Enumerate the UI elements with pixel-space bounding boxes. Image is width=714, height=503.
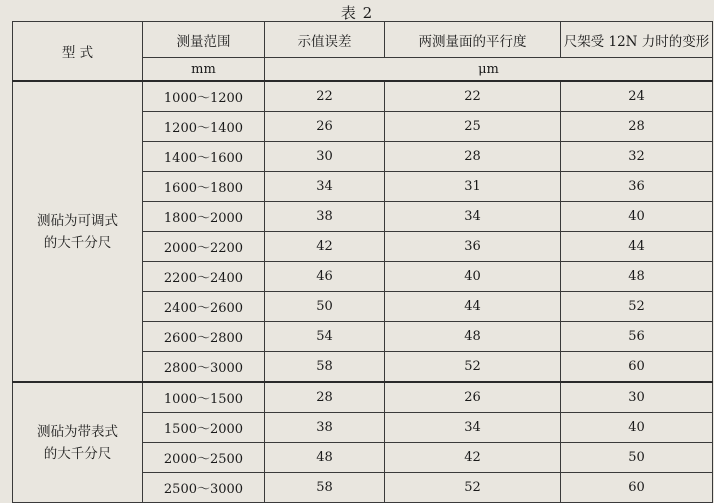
cell-deform: 32 xyxy=(561,142,713,172)
cell-parallel: 22 xyxy=(385,81,561,112)
cell-deform: 44 xyxy=(561,232,713,262)
cell-deform: 60 xyxy=(561,352,713,383)
cell-error: 22 xyxy=(265,81,385,112)
group-label-line2: 的大千分尺 xyxy=(43,445,112,462)
table-caption: 表 2 xyxy=(340,4,374,22)
cell-range: 1000～1500 xyxy=(143,382,265,413)
cell-error: 54 xyxy=(265,322,385,352)
cell-parallel: 36 xyxy=(385,232,561,262)
header-type: 型 式 xyxy=(13,22,143,82)
cell-range: 2400～2600 xyxy=(143,292,265,322)
cell-range: 1500～2000 xyxy=(143,413,265,443)
cell-error: 28 xyxy=(265,382,385,413)
cell-error: 50 xyxy=(265,292,385,322)
table-row xyxy=(13,382,713,413)
group-label xyxy=(13,382,143,503)
cell-parallel: 25 xyxy=(385,112,561,142)
cell-error: 30 xyxy=(265,142,385,172)
cell-deform: 24 xyxy=(561,81,713,112)
cell-error: 38 xyxy=(265,413,385,443)
header-row xyxy=(13,22,713,58)
header-range: 测量范围 xyxy=(143,22,265,58)
group-label-line1: 测砧为可调式 xyxy=(37,212,118,229)
cell-error: 48 xyxy=(265,443,385,473)
cell-range: 2800～3000 xyxy=(143,352,265,383)
header-error: 示值误差 xyxy=(265,22,385,58)
unit-um: μm xyxy=(265,58,713,82)
cell-deform: 52 xyxy=(561,292,713,322)
cell-deform: 50 xyxy=(561,443,713,473)
cell-deform: 40 xyxy=(561,413,713,443)
cell-deform: 48 xyxy=(561,262,713,292)
cell-range: 2000～2500 xyxy=(143,443,265,473)
cell-parallel: 40 xyxy=(385,262,561,292)
cell-deform: 30 xyxy=(561,382,713,413)
cell-range: 2000～2200 xyxy=(143,232,265,262)
table-row xyxy=(13,81,713,112)
cell-parallel: 31 xyxy=(385,172,561,202)
cell-parallel: 52 xyxy=(385,473,561,503)
cell-range: 1800～2000 xyxy=(143,202,265,232)
cell-range: 2600～2800 xyxy=(143,322,265,352)
cell-error: 46 xyxy=(265,262,385,292)
cell-deform: 40 xyxy=(561,202,713,232)
cell-error: 38 xyxy=(265,202,385,232)
cell-parallel: 28 xyxy=(385,142,561,172)
cell-range: 1200～1400 xyxy=(143,112,265,142)
cell-error: 26 xyxy=(265,112,385,142)
cell-range: 2500～3000 xyxy=(143,473,265,503)
spec-table xyxy=(12,21,713,503)
group-label xyxy=(13,81,143,382)
group-label-line2: 的大千分尺 xyxy=(43,234,112,251)
cell-range: 1000～1200 xyxy=(143,81,265,112)
cell-parallel: 52 xyxy=(385,352,561,383)
cell-deform: 60 xyxy=(561,473,713,503)
cell-error: 58 xyxy=(265,473,385,503)
cell-parallel: 26 xyxy=(385,382,561,413)
header-parallel: 两测量面的平行度 xyxy=(385,22,561,58)
cell-error: 58 xyxy=(265,352,385,383)
cell-error: 42 xyxy=(265,232,385,262)
cell-range: 1600～1800 xyxy=(143,172,265,202)
cell-parallel: 42 xyxy=(385,443,561,473)
cell-deform: 36 xyxy=(561,172,713,202)
cell-parallel: 48 xyxy=(385,322,561,352)
header-deform: 尺架受 12N 力时的变形 xyxy=(561,22,713,58)
cell-deform: 56 xyxy=(561,322,713,352)
unit-mm: mm xyxy=(143,58,265,82)
cell-parallel: 34 xyxy=(385,413,561,443)
cell-range: 1400～1600 xyxy=(143,142,265,172)
cell-parallel: 44 xyxy=(385,292,561,322)
cell-parallel: 34 xyxy=(385,202,561,232)
group-label-line1: 测砧为带表式 xyxy=(37,423,118,440)
cell-deform: 28 xyxy=(561,112,713,142)
cell-range: 2200～2400 xyxy=(143,262,265,292)
cell-error: 34 xyxy=(265,172,385,202)
